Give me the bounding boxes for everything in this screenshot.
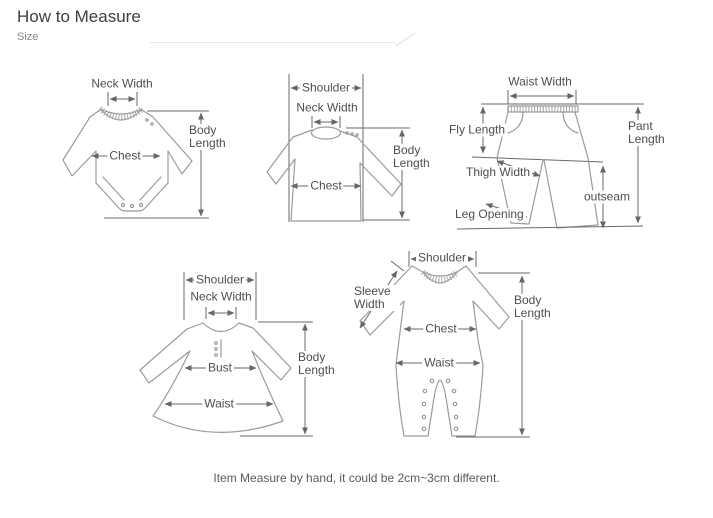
pants-pant-length-label: Pant Length bbox=[626, 120, 674, 146]
pants-fly-length-label: Fly Length bbox=[448, 122, 506, 137]
dress-waist-label: Waist bbox=[204, 396, 234, 411]
bodysuit-body-length-label: Body Length bbox=[187, 124, 237, 150]
dress-body-length-label: Body Length bbox=[296, 351, 346, 377]
page-title: How to Measure bbox=[17, 7, 141, 26]
bodysuit-chest-label: Chest bbox=[109, 148, 141, 163]
bodysuit-neck-width-label: Neck Width bbox=[91, 76, 153, 91]
romper-diagram bbox=[360, 251, 530, 437]
sweater-body-length-label: Body Length bbox=[391, 144, 441, 170]
pants-waist-width-label: Waist Width bbox=[508, 74, 572, 89]
stray-mark bbox=[150, 33, 415, 46]
sweater-chest-label: Chest bbox=[310, 178, 342, 193]
romper-sleeve-width-label: Sleeve Width bbox=[352, 285, 400, 311]
page-subtitle: Size bbox=[17, 31, 39, 43]
pants-leg-opening-label: Leg Opening bbox=[455, 207, 524, 221]
romper-shoulder-label: Shoulder bbox=[417, 250, 467, 265]
dress-neck-width-label: Neck Width bbox=[190, 289, 252, 304]
dress-shoulder-label: Shoulder bbox=[195, 272, 245, 287]
sweater-neck-width-label: Neck Width bbox=[296, 100, 358, 115]
pants-thigh-width-label: Thigh Width bbox=[466, 165, 531, 179]
pants-outseam-label: outseam bbox=[583, 189, 631, 204]
dress-bust-label: Bust bbox=[207, 360, 233, 375]
measurement-note: Item Measure by hand, it could be 2cm~3cm different. bbox=[213, 471, 500, 485]
romper-chest-label: Chest bbox=[425, 321, 457, 336]
sweater-diagram bbox=[267, 74, 410, 222]
sweater-shoulder-label: Shoulder bbox=[301, 80, 351, 95]
romper-body-length-label: Body Length bbox=[512, 294, 564, 320]
romper-waist-label: Waist bbox=[424, 355, 454, 370]
